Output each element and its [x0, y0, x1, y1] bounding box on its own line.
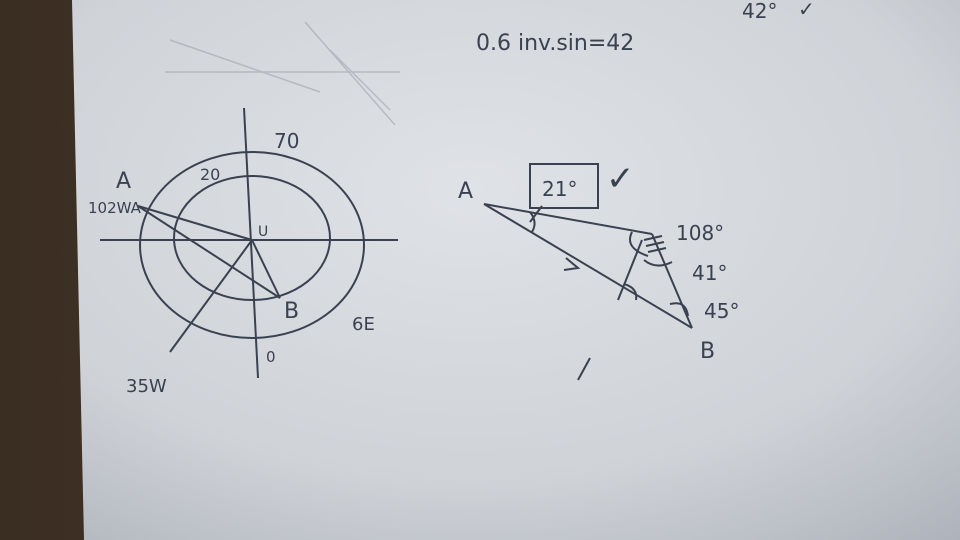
outer-ring-label: 70: [274, 129, 300, 153]
boxed-angle-text: 21°: [542, 177, 578, 201]
triangle-label-a: A: [458, 179, 474, 204]
circle-label-a: A: [116, 169, 132, 194]
triangle-label-b: B: [700, 339, 716, 364]
left-point-label: 102WA: [88, 199, 141, 217]
circle-label-center: U: [258, 224, 269, 240]
bottom-label: 0: [266, 348, 276, 366]
inner-ring-label: 20: [200, 165, 221, 184]
circle-label-b: B: [284, 299, 300, 324]
boxed-check-mark: ✓: [606, 159, 635, 199]
lower-right-label: 6E: [352, 314, 375, 335]
lower-left-label: 35W: [126, 376, 167, 397]
angle-108-label: 108°: [676, 221, 725, 245]
corner-check-mark: ✓: [798, 0, 815, 21]
paper-sheet: [72, 0, 960, 540]
equation-text: 0.6 inv.sin=42: [476, 31, 635, 56]
corner-angle-text: 42°: [742, 0, 778, 23]
angle-41-label: 41°: [692, 261, 728, 285]
angle-45-label: 45°: [704, 299, 740, 323]
